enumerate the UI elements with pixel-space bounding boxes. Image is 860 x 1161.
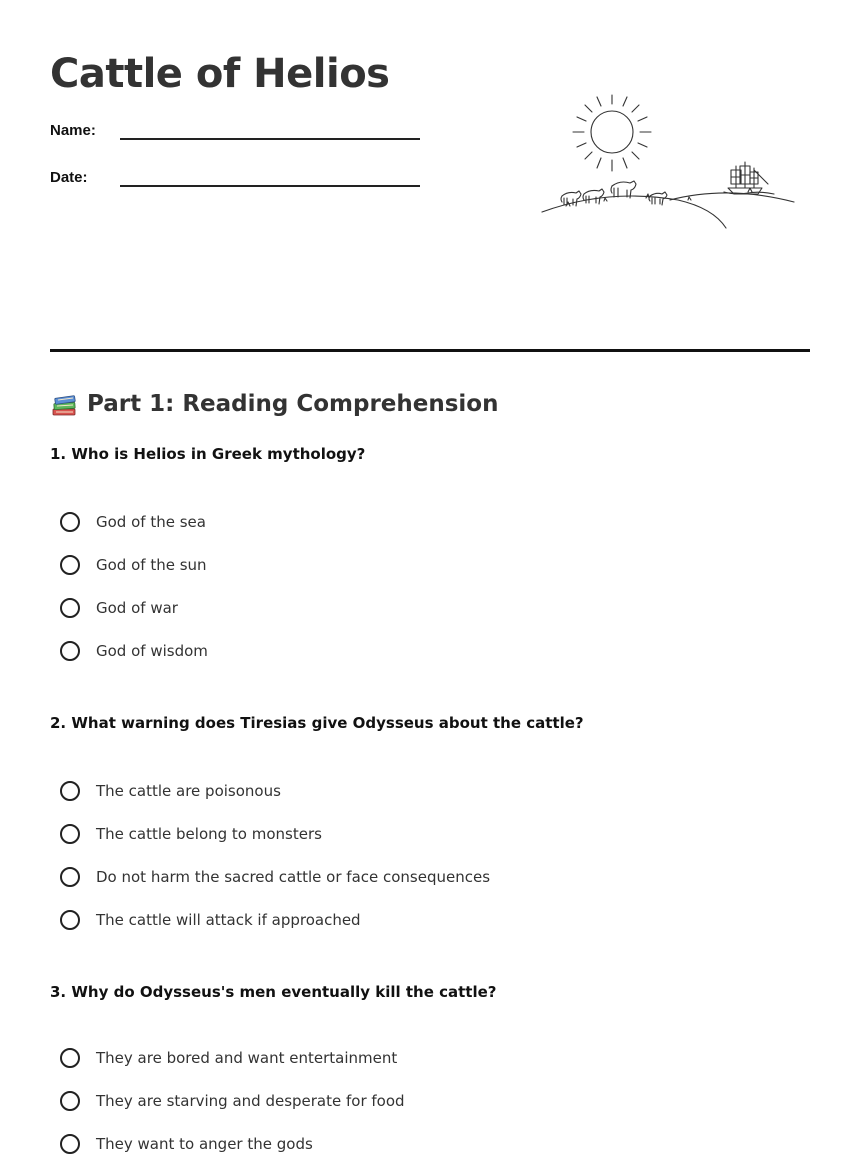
radio-button[interactable]: [60, 641, 80, 661]
radio-button[interactable]: [60, 1091, 80, 1111]
date-label: Date:: [50, 169, 88, 186]
name-field[interactable]: [50, 121, 420, 145]
question-text: 1. Who is Helios in Greek mythology?: [50, 445, 366, 463]
radio-button[interactable]: [60, 512, 80, 532]
option-label: Do not harm the sacred cattle or face consequences: [96, 868, 491, 886]
radio-button[interactable]: [60, 824, 80, 844]
radio-button[interactable]: [60, 781, 80, 801]
option-label: The cattle belong to monsters: [96, 825, 322, 843]
books-icon: [50, 390, 78, 418]
name-line[interactable]: [120, 138, 420, 140]
answer-option[interactable]: [60, 637, 208, 665]
radio-button[interactable]: [60, 867, 80, 887]
radio-button[interactable]: [60, 598, 80, 618]
radio-button[interactable]: [60, 555, 80, 575]
answer-option[interactable]: [60, 1087, 405, 1115]
radio-button[interactable]: [60, 910, 80, 930]
option-label: They are bored and want entertainment: [96, 1049, 398, 1067]
worksheet-title: Cattle of Helios: [50, 51, 390, 97]
question-text: 3. Why do Odysseus's men eventually kill the cattle?: [50, 983, 497, 1001]
date-line[interactable]: [120, 185, 420, 187]
option-label: They want to anger the gods: [96, 1135, 313, 1153]
option-label: God of wisdom: [96, 642, 208, 660]
answer-option[interactable]: [60, 1130, 313, 1158]
option-label: God of war: [96, 599, 178, 617]
header-divider: [50, 349, 810, 352]
answer-option[interactable]: [60, 820, 322, 848]
name-label: Name:: [50, 122, 96, 139]
part1-heading-text: Part 1: Reading Comprehension: [87, 391, 499, 417]
answer-option[interactable]: [60, 1044, 397, 1072]
answer-option[interactable]: [60, 508, 206, 536]
option-label: They are starving and desperate for food: [96, 1092, 405, 1110]
date-field[interactable]: [50, 168, 420, 192]
sun-cattle-ship-illustration: [538, 88, 808, 233]
answer-option[interactable]: [60, 594, 178, 622]
option-label: God of the sun: [96, 556, 207, 574]
option-label: The cattle will attack if approached: [96, 911, 361, 929]
radio-button[interactable]: [60, 1048, 80, 1068]
radio-button[interactable]: [60, 1134, 80, 1154]
option-label: The cattle are poisonous: [96, 782, 281, 800]
worksheet-page: [50, 0, 810, 1161]
option-label: God of the sea: [96, 513, 206, 531]
answer-option[interactable]: [60, 777, 281, 805]
question-text: 2. What warning does Tiresias give Odysseus about the cattle?: [50, 714, 584, 732]
part1-heading: [50, 388, 498, 420]
answer-option[interactable]: [60, 551, 207, 579]
answer-option[interactable]: [60, 906, 361, 934]
answer-option[interactable]: [60, 863, 490, 891]
